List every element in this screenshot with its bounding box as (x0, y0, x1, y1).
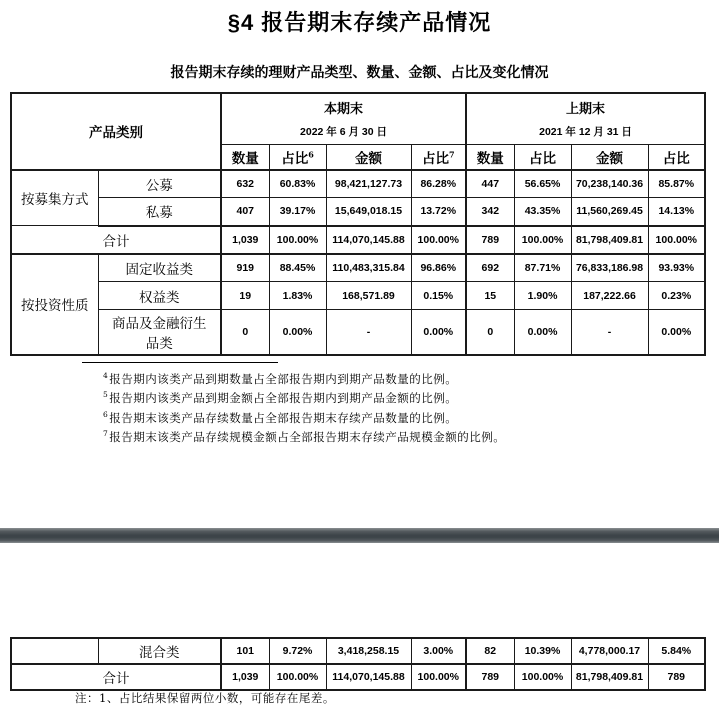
value-cell: 919 (221, 254, 269, 282)
continuation-table-wrapper (10, 637, 706, 691)
value-cell: 81,798,409.81 (571, 226, 648, 254)
value-cell: 43.35% (514, 198, 571, 226)
footnote-marker: 4 (103, 371, 109, 380)
table-row (11, 198, 705, 226)
col-header-pct2 (411, 144, 466, 170)
previous-period-label: 上期末 (566, 102, 606, 118)
value-cell: 0.00% (269, 310, 326, 356)
value-cell: 447 (466, 170, 514, 198)
value-cell: 342 (466, 198, 514, 226)
value-cell: 114,070,145.88 (326, 226, 411, 254)
col-header-pct (269, 144, 326, 170)
value-cell: 13.72% (411, 198, 466, 226)
total-label-cell: 合计 (11, 664, 221, 690)
value-cell: 1,039 (221, 664, 269, 690)
row-label-cell: 混合类 (98, 638, 221, 664)
table-caption: 报告期末存续的理财产品类型、数量、金额、占比及变化情况 (170, 64, 549, 80)
value-cell: 168,571.89 (326, 282, 411, 310)
value-cell: 82 (466, 638, 514, 664)
group-label-cell: 按募集方式 (11, 170, 98, 226)
value-cell: 0.15% (411, 282, 466, 310)
value-cell: 100.00% (514, 664, 571, 690)
value-cell: 85.87% (648, 170, 705, 198)
footnote-marker: 5 (103, 390, 109, 400)
row-label-cell: 固定收益类 (98, 254, 221, 282)
value-cell: 100.00% (411, 226, 466, 254)
col-header-label: 金额 (355, 150, 382, 167)
value-cell: 407 (221, 198, 269, 226)
value-cell: 87.71% (514, 254, 571, 282)
products-table-wrapper (10, 92, 706, 356)
value-cell: 96.86% (411, 254, 466, 282)
table-row (11, 170, 705, 198)
current-period-header-cell (221, 93, 466, 144)
value-cell: 39.17% (269, 198, 326, 226)
footnote (103, 387, 663, 406)
value-cell: 5.84% (648, 638, 705, 664)
value-cell: 56.65% (514, 170, 571, 198)
row-label-cell: 商品及金融衍生品类 (98, 310, 221, 356)
value-cell: 0.23% (648, 282, 705, 310)
value-cell: - (571, 310, 648, 356)
footnote (103, 368, 663, 387)
value-cell: 100.00% (514, 226, 571, 254)
total-label-cell: 合计 (11, 226, 221, 254)
current-period-label: 本期末 (324, 102, 364, 118)
footnote-marker: 6 (308, 149, 314, 159)
value-cell: 100.00% (648, 226, 705, 254)
value-cell: 1,039 (221, 226, 269, 254)
col-header-qty (221, 144, 269, 170)
value-cell: 86.28% (411, 170, 466, 198)
row-label-cell: 私募 (98, 198, 221, 226)
current-period-date: 2022 年 6 月 30 日 (300, 126, 387, 139)
value-cell: 0.00% (411, 310, 466, 356)
value-cell: 9.72% (269, 638, 326, 664)
table-row (11, 282, 705, 310)
footnotes-block (103, 368, 663, 445)
total-row (11, 664, 705, 690)
value-cell: 0.00% (648, 310, 705, 356)
group-label-cell: 按投资性质 (11, 254, 98, 356)
total-row (11, 226, 705, 254)
col-header-label: 占比 (421, 150, 449, 167)
value-cell: 98,421,127.73 (326, 170, 411, 198)
value-cell: 789 (466, 226, 514, 254)
footnote-marker: 6 (103, 409, 109, 419)
value-cell: 15 (466, 282, 514, 310)
value-cell: 14.13% (648, 198, 705, 226)
footnote-separator-line (82, 362, 278, 363)
value-cell: 100.00% (269, 664, 326, 690)
previous-period-date: 2021 年 12 月 31 日 (539, 126, 632, 139)
value-cell: 15,649,018.15 (326, 198, 411, 226)
row-label-cell: 权益类 (98, 282, 221, 310)
footnote (103, 407, 663, 426)
footnote-marker: 7 (103, 428, 109, 438)
products-table (10, 92, 706, 356)
empty-group-cell (11, 638, 98, 664)
value-cell: 0 (466, 310, 514, 356)
value-cell: 101 (221, 638, 269, 664)
category-header-cell: 产品类别 (11, 93, 221, 170)
value-cell: 632 (221, 170, 269, 198)
footnote-text: 报告期内该类产品到期数量占全部报告期内到期产品数量的比例。 (109, 371, 458, 386)
value-cell: 1.83% (269, 282, 326, 310)
footnote (103, 426, 663, 445)
col-header-pct (648, 144, 705, 170)
footnote-text: 报告期末该类产品存续规模金额占全部报告期末存续产品规模金额的比例。 (109, 429, 506, 444)
value-cell: 10.39% (514, 638, 571, 664)
col-header-amount (571, 144, 648, 170)
value-cell: 3,418,258.15 (326, 638, 411, 664)
value-cell: 187,222.66 (571, 282, 648, 310)
value-cell: 100.00% (411, 664, 466, 690)
col-header-amount (326, 144, 411, 170)
table-row (11, 638, 705, 664)
col-header-label: 金额 (596, 150, 624, 167)
footnote-marker: 7 (448, 149, 455, 159)
table-row (11, 310, 705, 356)
table-note: 注：1、占比结果保留两位小数，可能存在尾差。 (75, 691, 335, 705)
col-header-label: 占比 (281, 150, 309, 167)
value-cell: 93.93% (648, 254, 705, 282)
value-cell: 110,483,315.84 (326, 254, 411, 282)
value-cell: 100.00% (269, 226, 326, 254)
col-header-qty (466, 144, 514, 170)
col-header-label: 占比 (529, 150, 557, 167)
value-cell: 0 (221, 310, 269, 356)
value-cell: 70,238,140.36 (571, 170, 648, 198)
value-cell: 60.83% (269, 170, 326, 198)
value-cell: 11,560,269.45 (571, 198, 648, 226)
value-cell: 0.00% (514, 310, 571, 356)
value-cell: 81,798,409.81 (571, 664, 648, 690)
footnote-text: 报告期末该类产品存续数量占全部报告期末存续产品数量的比例。 (109, 410, 458, 425)
previous-period-header-cell (466, 93, 705, 144)
value-cell: 4,778,000.17 (571, 638, 648, 664)
row-label-cell: 公募 (98, 170, 221, 198)
value-cell: 692 (466, 254, 514, 282)
col-header-pct (514, 144, 571, 170)
col-header-label: 占比 (662, 150, 690, 167)
col-header-label: 数量 (231, 150, 259, 167)
page-title: §4 报告期末存续产品情况 (227, 10, 492, 35)
header-row-periods (11, 93, 705, 144)
col-header-label: 数量 (476, 150, 504, 167)
value-cell: 114,070,145.88 (326, 664, 411, 690)
page-separator-bar (0, 528, 719, 543)
value-cell: 76,833,186.98 (571, 254, 648, 282)
value-cell: 19 (221, 282, 269, 310)
value-cell: 88.45% (269, 254, 326, 282)
value-cell: 1.90% (514, 282, 571, 310)
footnote-text: 报告期内该类产品到期金额占全部报告期内到期产品金额的比例。 (109, 391, 458, 406)
value-cell: 789 (648, 664, 705, 690)
value-cell: 3.00% (411, 638, 466, 664)
continuation-table (10, 637, 706, 691)
table-row (11, 254, 705, 282)
value-cell: 789 (466, 664, 514, 690)
value-cell: - (326, 310, 411, 356)
